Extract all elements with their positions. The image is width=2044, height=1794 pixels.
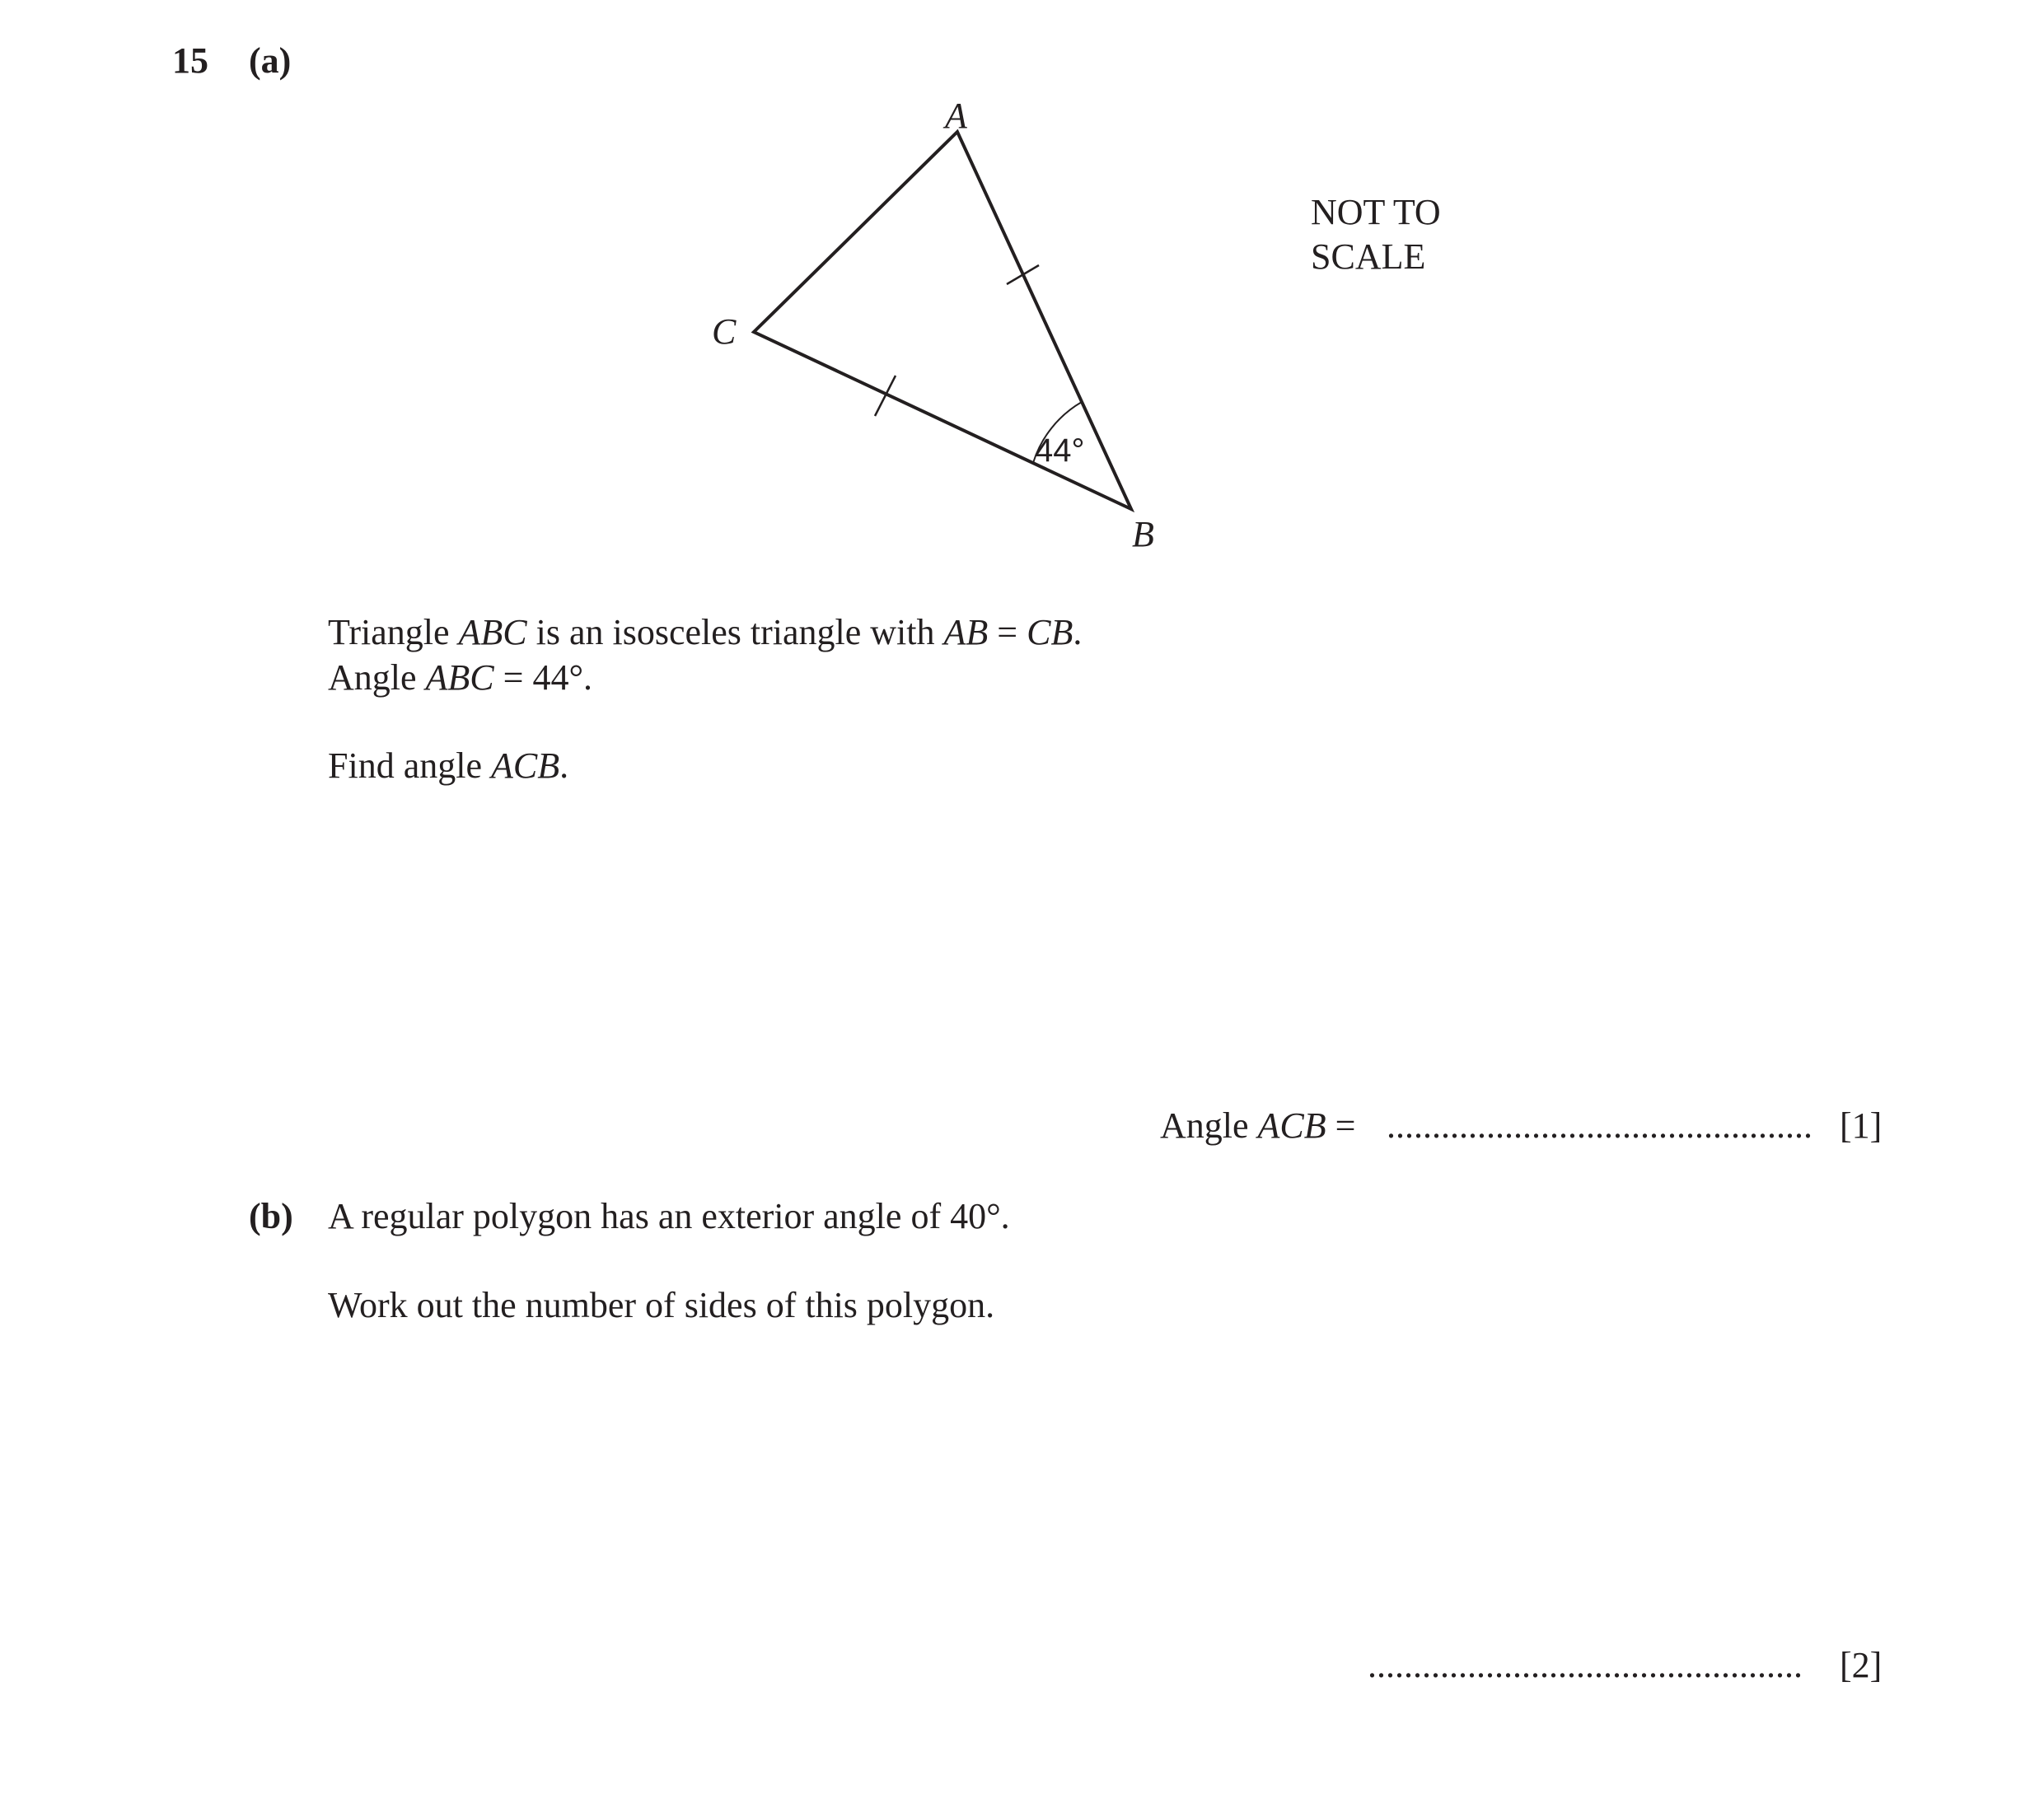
part-a-statement-line1 xyxy=(328,610,1082,655)
text-triangle: Triangle xyxy=(328,612,459,652)
answer-a-label-acb: ACB xyxy=(1257,1105,1326,1146)
answer-b-field[interactable]: ................................................ xyxy=(1368,1645,1803,1685)
answer-a-field[interactable]: ............................................... xyxy=(1387,1105,1812,1146)
tick-mark-ab xyxy=(1007,265,1039,284)
text-angle-value: = 44°. xyxy=(493,657,593,698)
part-b-instruction: Work out the number of sides of this polygon. xyxy=(328,1285,995,1325)
text-cb: CB xyxy=(1027,612,1073,652)
angle-44-label: 44° xyxy=(1035,432,1085,469)
text-abc-angle: ABC xyxy=(425,657,494,698)
text-find-angle: Find angle xyxy=(328,745,491,786)
answer-a-label xyxy=(1160,1104,1355,1148)
answer-a-label-end: = xyxy=(1326,1105,1356,1146)
vertex-c-label: C xyxy=(712,311,737,352)
not-to-scale-line1: NOT TO xyxy=(1311,192,1441,232)
part-a-instruction xyxy=(328,744,568,788)
text-abc: ABC xyxy=(458,612,527,652)
text-ab: AB xyxy=(943,612,989,652)
not-to-scale-line2: SCALE xyxy=(1311,236,1426,277)
part-a-label: (a) xyxy=(249,40,292,81)
text-acb: ACB xyxy=(490,745,560,786)
answer-b-marks: [2] xyxy=(1840,1645,1883,1685)
vertex-a-label: A xyxy=(945,96,967,136)
question-number: 15 xyxy=(172,40,208,81)
part-b-label: (b) xyxy=(249,1196,293,1236)
text-find-period: . xyxy=(559,745,569,786)
answer-a-marks: [1] xyxy=(1840,1105,1883,1146)
text-isosceles: is an isosceles triangle with xyxy=(526,612,944,652)
vertex-b-label: B xyxy=(1132,514,1154,554)
part-a-statement-line2 xyxy=(328,656,592,700)
text-equals: = xyxy=(988,612,1027,652)
answer-a-label-start: Angle xyxy=(1160,1105,1258,1146)
part-b-statement: A regular polygon has an exterior angle of 40°. xyxy=(328,1196,1010,1236)
text-angle: Angle xyxy=(328,657,426,698)
text-period: . xyxy=(1073,612,1083,652)
